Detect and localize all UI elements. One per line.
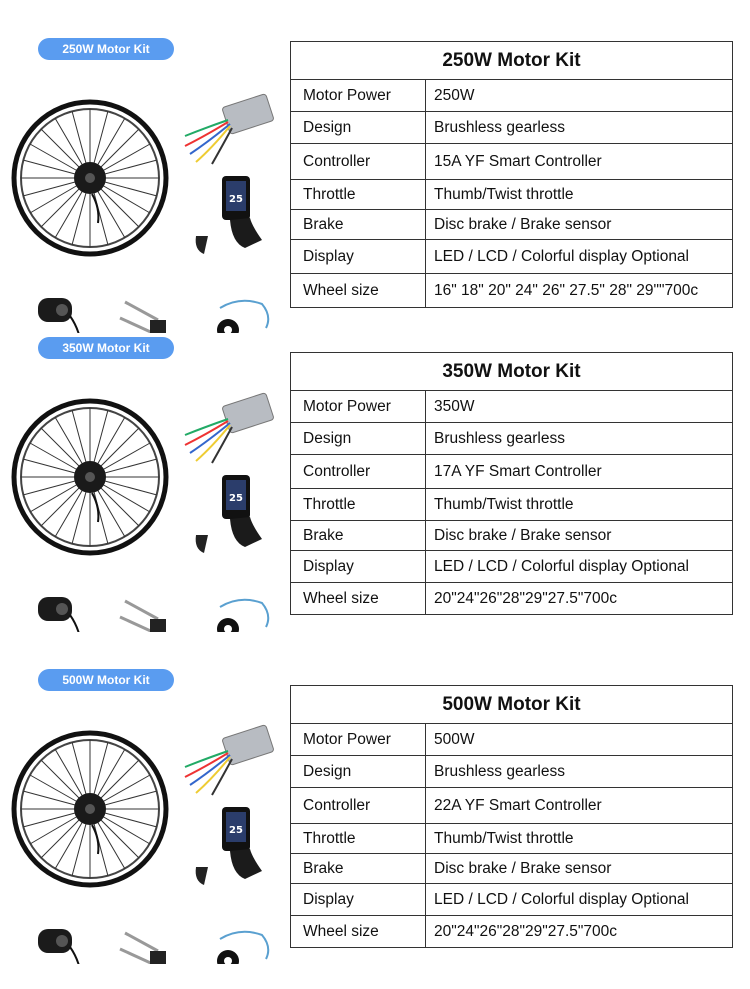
kit-badge: 250W Motor Kit xyxy=(38,38,174,60)
spec-label: Brake xyxy=(291,854,426,884)
spec-value: Thumb/Twist throttle xyxy=(426,489,733,521)
spec-label: Controller xyxy=(291,455,426,489)
spec-value: LED / LCD / Colorful display Optional xyxy=(426,240,733,274)
spec-table-title: 250W Motor Kit xyxy=(291,42,733,80)
spec-value: Brushless gearless xyxy=(426,756,733,788)
spec-value: 250W xyxy=(426,80,733,112)
kit-section-350w xyxy=(0,337,750,657)
spec-value: 500W xyxy=(426,724,733,756)
spec-label: Wheel size xyxy=(291,583,426,615)
spec-label: Throttle xyxy=(291,489,426,521)
spec-value: LED / LCD / Colorful display Optional xyxy=(426,884,733,916)
kit-badge: 350W Motor Kit xyxy=(38,337,174,359)
spec-label: Motor Power xyxy=(291,80,426,112)
spec-value: 15A YF Smart Controller xyxy=(426,144,733,180)
spec-label: Wheel size xyxy=(291,274,426,308)
spec-label: Display xyxy=(291,884,426,916)
spec-value: Brushless gearless xyxy=(426,112,733,144)
spec-label: Controller xyxy=(291,144,426,180)
kit-section-500w xyxy=(0,669,750,989)
spec-label: Display xyxy=(291,551,426,583)
spec-value: 17A YF Smart Controller xyxy=(426,455,733,489)
spec-label: Throttle xyxy=(291,180,426,210)
spec-value: 20"24"26"28"29"27.5"700c xyxy=(426,583,733,615)
spec-label: Design xyxy=(291,756,426,788)
spec-value: Disc brake / Brake sensor xyxy=(426,521,733,551)
spec-table xyxy=(290,352,733,615)
spec-value: Disc brake / Brake sensor xyxy=(426,854,733,884)
spec-label: Motor Power xyxy=(291,391,426,423)
spec-label: Display xyxy=(291,240,426,274)
spec-value: 16" 18" 20" 24" 26" 27.5" 28" 29""700c xyxy=(426,274,733,308)
spec-value: Disc brake / Brake sensor xyxy=(426,210,733,240)
spec-table-title: 500W Motor Kit xyxy=(291,686,733,724)
spec-value: Thumb/Twist throttle xyxy=(426,180,733,210)
spec-table xyxy=(290,41,733,308)
spec-table-title: 350W Motor Kit xyxy=(291,353,733,391)
spec-table xyxy=(290,685,733,948)
spec-value: 22A YF Smart Controller xyxy=(426,788,733,824)
spec-value: 20"24"26"28"29"27.5"700c xyxy=(426,916,733,948)
kit-badge: 500W Motor Kit xyxy=(38,669,174,691)
product-photo xyxy=(0,689,285,964)
product-photo xyxy=(0,58,285,333)
spec-value: Brushless gearless xyxy=(426,423,733,455)
spec-label: Throttle xyxy=(291,824,426,854)
spec-value: LED / LCD / Colorful display Optional xyxy=(426,551,733,583)
spec-value: Thumb/Twist throttle xyxy=(426,824,733,854)
spec-label: Brake xyxy=(291,521,426,551)
spec-label: Design xyxy=(291,423,426,455)
spec-label: Design xyxy=(291,112,426,144)
spec-label: Wheel size xyxy=(291,916,426,948)
spec-label: Motor Power xyxy=(291,724,426,756)
spec-value: 350W xyxy=(426,391,733,423)
product-photo xyxy=(0,357,285,632)
spec-label: Brake xyxy=(291,210,426,240)
spec-label: Controller xyxy=(291,788,426,824)
kit-section-250w xyxy=(0,38,750,358)
